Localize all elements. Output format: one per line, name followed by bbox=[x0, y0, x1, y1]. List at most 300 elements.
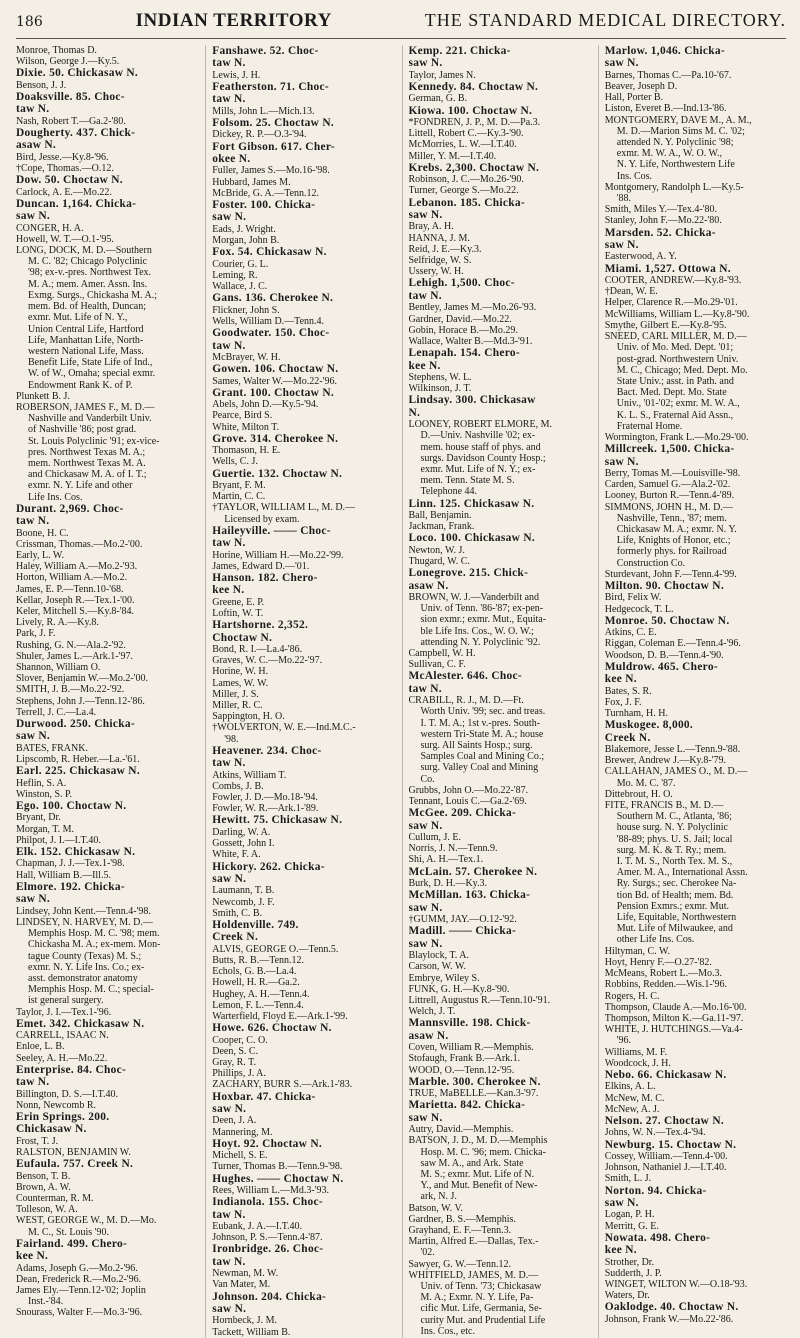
directory-entry-line: Strother, Dr. bbox=[604, 1256, 655, 1268]
directory-entry-line: Gossett, John I. bbox=[212, 838, 275, 850]
directory-entry-line: '88. bbox=[616, 193, 632, 205]
town-heading: Lindsay. 300. Chickasaw bbox=[408, 394, 536, 407]
directory-entry-line: tion Bd. of Health; mem. Bd. bbox=[616, 889, 734, 901]
directory-entry-line: M. D.—Marion Sims M. C. '02; bbox=[616, 125, 745, 137]
town-heading: taw N. bbox=[16, 103, 50, 116]
directory-entry-line: Lipscomb, R. Heber.—La.-'61. bbox=[16, 754, 140, 766]
directory-entry-line: Carden, Samuel G.—Ala.2-'02. bbox=[604, 479, 731, 491]
directory-entry-line: Telephone 44. bbox=[420, 486, 478, 498]
town-heading: Linn. 125. Chickasaw N. bbox=[408, 497, 535, 510]
directory-entry-line: Nashville, Tenn., '87; mem. bbox=[616, 512, 727, 524]
directory-entry-line: Bates, S. R. bbox=[604, 685, 652, 697]
town-heading: taw N. bbox=[212, 537, 246, 550]
directory-entry-line: Gardner, B. S.—Memphis. bbox=[408, 1213, 516, 1225]
town-heading: Dow. 50. Choctaw N. bbox=[16, 174, 123, 187]
directory-entry-line: Burk, D. H.—Ky.3. bbox=[408, 878, 488, 890]
town-heading: asaw N. bbox=[408, 579, 449, 592]
town-heading: Dixie. 50. Chickasaw N. bbox=[16, 67, 139, 80]
directory-entry-line: Morgan, T. M. bbox=[16, 823, 75, 835]
directory-entry-line: Rushing, G. N.—Ala.2-'92. bbox=[16, 639, 126, 651]
directory-entry-line: mem. Tenn. State M. S. bbox=[420, 475, 515, 487]
directory-entry-line: Construction Co. bbox=[616, 557, 686, 569]
town-heading: Erin Springs. 200. bbox=[16, 1110, 110, 1123]
directory-entry-line: post-grad. Northwestern Univ. bbox=[616, 353, 739, 365]
directory-entry-line: Robinson, J. C.—Mo.26-'90. bbox=[408, 174, 524, 186]
town-heading: Guertie. 132. Choctaw N. bbox=[212, 467, 343, 480]
directory-entry-line: Horine, William H.—Mo.22-'99. bbox=[212, 549, 344, 561]
town-heading: Lonegrove. 215. Chick- bbox=[408, 567, 529, 580]
directory-entry-line: Selfridge, W. S. bbox=[408, 255, 472, 267]
town-heading: saw N. bbox=[212, 1303, 247, 1316]
town-heading: Emet. 342. Chickasaw N. bbox=[16, 1017, 145, 1030]
directory-entry-line: Wells, William D.—Tenn.4. bbox=[212, 315, 325, 327]
directory-entry-line: SIMMONS, JOHN H., M. D.— bbox=[604, 501, 733, 513]
section-title: INDIAN TERRITORY bbox=[135, 10, 332, 31]
directory-entry-line: McNew, A. J. bbox=[604, 1103, 660, 1115]
directory-entry-line: ROBERSON, JAMES F., M. D.— bbox=[16, 401, 155, 413]
directory-entry-line: Newcomb, J. F. bbox=[212, 896, 275, 908]
directory-entry-line: formerly phys. for Railroad bbox=[616, 546, 727, 558]
directory-entry-line: State Univ.; asst. in Path. and bbox=[616, 375, 734, 387]
directory-entry-line: McMorries, L. W.—I.T.40. bbox=[408, 139, 517, 151]
directory-entry-line: SNEED, CARL MILLER, M. D.— bbox=[604, 331, 747, 343]
directory-entry-line: Wells, C. J. bbox=[212, 456, 258, 468]
town-heading: Choctaw N. bbox=[212, 631, 273, 644]
directory-entry-line: Lewis, J. H. bbox=[212, 69, 261, 81]
directory-entry-line: Winston, S. P. bbox=[16, 788, 73, 800]
town-heading: saw N. bbox=[408, 1111, 443, 1124]
town-heading: Hughes. —— Choctaw N. bbox=[212, 1172, 344, 1185]
directory-entry-line: Turner, George S.—Mo.22. bbox=[408, 185, 519, 197]
town-heading: saw N. bbox=[16, 210, 51, 223]
directory-entry-line: Exmg. Surgs., Chickasha M. A.; bbox=[28, 289, 157, 301]
directory-entry-line: McBrayer, W. H. bbox=[212, 351, 281, 363]
town-heading: taw N. bbox=[212, 57, 246, 70]
town-heading: Lebanon. 185. Chicka- bbox=[408, 196, 525, 209]
directory-entry-line: Sames, Walter W.—Mo.22-'96. bbox=[212, 375, 337, 387]
directory-entry-line: LOONEY, ROBERT ELMORE, M. bbox=[408, 419, 552, 431]
directory-entry-line: Van Mater, M. bbox=[212, 1279, 271, 1291]
directory-entry-line: Life, Equitable, Northwestern bbox=[616, 912, 737, 924]
town-heading: Monroe. 50. Choctaw N. bbox=[604, 614, 730, 627]
directory-entry-line: *FONDREN, J. P., M. D.—Pa.3. bbox=[408, 117, 541, 129]
directory-entry-line: Taylor, J. I.—Tex.1-'96. bbox=[16, 1006, 112, 1018]
town-heading: saw N. bbox=[408, 209, 443, 222]
town-heading: taw N. bbox=[16, 1076, 50, 1089]
directory-entry-line: Bond, R. I.—La.4-'86. bbox=[212, 644, 303, 656]
directory-entry-line: M. A.; mem. Amer. Assn. Ins. bbox=[28, 278, 148, 290]
directory-entry-line: Lames, W. W. bbox=[212, 677, 269, 689]
directory-entry-line: Carson, W. W. bbox=[408, 961, 467, 973]
directory-entry-line: Horine, W. H. bbox=[212, 666, 269, 678]
directory-entry-line: Liston, Everet B.—Ind.13-'86. bbox=[604, 103, 727, 115]
directory-entry-line: '98; ex-v.-pres. Northwest Tex. bbox=[28, 267, 152, 279]
directory-entry-line: Thompson, Milton K.—Ga.11-'97. bbox=[604, 1012, 744, 1024]
town-heading: Creek N. bbox=[212, 931, 259, 944]
column-2 bbox=[205, 45, 393, 1338]
town-heading: Duncan. 1,164. Chicka- bbox=[16, 197, 137, 210]
directory-entry-line: WHITFIELD, JAMES, M. D.— bbox=[408, 1269, 539, 1281]
town-heading: kee N. bbox=[604, 673, 637, 686]
town-heading: McAlester. 646. Choc- bbox=[408, 670, 522, 683]
directory-entry-line: Stephens, John J.—Tenn.12-'86. bbox=[16, 695, 145, 707]
directory-entry-line: asst. demonstrator anatomy bbox=[28, 972, 138, 984]
directory-entry-line: Johnson, Frank W.—Mo.22-'86. bbox=[604, 1313, 734, 1325]
directory-entry-line: McNew, M. C. bbox=[604, 1092, 665, 1104]
directory-entry-line: Grubbs, John O.—Mo.22-'87. bbox=[408, 784, 529, 796]
town-heading: Marble. 300. Cherokee N. bbox=[408, 1075, 541, 1088]
directory-entry-line: Jackman, Frank. bbox=[408, 521, 475, 533]
town-heading: Nowata. 498. Chero- bbox=[604, 1231, 711, 1244]
directory-entry-line: Campbell, W. H. bbox=[408, 648, 476, 660]
directory-entry-line: Brown, A. W. bbox=[16, 1181, 71, 1193]
directory-entry-line: LONG, DOCK, M. D.—Southern bbox=[16, 245, 152, 257]
directory-entry-line: Hughey, A. H.—Tenn.4. bbox=[212, 988, 310, 1000]
column-3 bbox=[402, 45, 590, 1338]
directory-entry-line: Hornbeck, J. M. bbox=[212, 1315, 277, 1327]
directory-entry-line: Blakemore, Jesse L.—Tenn.9-'88. bbox=[604, 744, 741, 756]
directory-entry-line: Abels, John D.—Ky.5-'94. bbox=[212, 399, 319, 411]
directory-entry-line: tague County (Texas) M. S.; bbox=[28, 950, 142, 962]
directory-entry-line: Stephens, W. L. bbox=[408, 371, 472, 383]
directory-entry-line: exmr. Mut. Life of N. Y.; ex- bbox=[420, 463, 536, 475]
directory-entry-line: Lively, R. A.—Ky.8. bbox=[16, 617, 99, 629]
directory-entry-line: Greene, E. P. bbox=[212, 596, 265, 608]
directory-entry-line: St. Louis Polyclinic '91; ex-vice- bbox=[28, 435, 160, 447]
directory-entry-line: Boone, H. C. bbox=[16, 527, 69, 539]
town-heading: Creek N. bbox=[604, 731, 651, 744]
town-heading: taw N. bbox=[408, 289, 442, 302]
directory-entry-line: Shuler, James L.—Ark.1-'97. bbox=[16, 650, 133, 662]
directory-entry-line: Howell, H. R.—Ga.2. bbox=[212, 977, 300, 989]
town-heading: Earl. 225. Chickasaw N. bbox=[16, 765, 140, 778]
directory-entry-line: CRABILL, R. J., M. D.—Ft. bbox=[408, 695, 524, 707]
directory-entry-line: Smith, Miles Y.—Tex.4-'80. bbox=[604, 204, 717, 216]
directory-entry-line: Hoyt, Henry F.—O.27-'82. bbox=[604, 956, 712, 968]
directory-entry-line: exmr. N. Y. Life Ins. Co.; ex- bbox=[28, 961, 145, 973]
town-heading: Ironbridge. 26. Choc- bbox=[212, 1243, 324, 1256]
town-heading: Millcreek. 1,500. Chicka- bbox=[604, 443, 735, 456]
directory-entry-line: N. Y. Life, Northwestern Life bbox=[616, 159, 735, 171]
directory-entry-line: Fowler, W. R.—Ark.1-'89. bbox=[212, 803, 319, 815]
town-heading: Eufaula. 757. Creek N. bbox=[16, 1158, 134, 1171]
directory-entry-line: Tackett, William B. bbox=[212, 1326, 291, 1338]
town-heading: saw N. bbox=[16, 893, 51, 906]
town-heading: Fairland. 499. Chero- bbox=[16, 1237, 128, 1250]
directory-entry-line: Bentley, James M.—Mo.26-'93. bbox=[408, 302, 537, 314]
directory-entry-line: Ins. Cos. bbox=[616, 170, 653, 182]
directory-entry-line: Morgan, John B. bbox=[212, 235, 280, 247]
directory-entry-line: Logan, P. H. bbox=[604, 1209, 655, 1221]
town-heading: N. bbox=[408, 406, 421, 419]
directory-entry-line: Waters, Dr. bbox=[604, 1290, 650, 1302]
directory-entry-line: surg. All Saints Hosp.; surg. bbox=[420, 740, 533, 752]
directory-entry-line: D.—Univ. Nashville '02; ex- bbox=[420, 430, 536, 442]
directory-entry-line: Sappington, H. O. bbox=[212, 711, 285, 723]
directory-entry-line: M. C., St. Louis '90. bbox=[28, 1226, 109, 1238]
town-heading: Chickasaw N. bbox=[16, 1123, 87, 1136]
town-heading: McLain. 57. Cherokee N. bbox=[408, 865, 538, 878]
town-heading: saw N. bbox=[604, 239, 639, 252]
directory-entry-line: Fowler, J. D.—Mo.18-'94. bbox=[212, 792, 318, 804]
town-heading: Fox. 54. Chickasaw N. bbox=[212, 246, 327, 259]
directory-entry-line: Martin, Alfred E.—Dallas, Tex.- bbox=[408, 1236, 539, 1248]
directory-entry-line: Warterfield, Floyd E.—Ark.1-'99. bbox=[212, 1010, 348, 1022]
directory-entry-line: cific Mut. Life, Germania, Se- bbox=[420, 1303, 542, 1315]
town-heading: Fort Gibson. 617. Cher- bbox=[212, 140, 335, 153]
town-heading: Folsom. 25. Choctaw N. bbox=[212, 117, 335, 130]
directory-entry-line: Hedgecock, T. L. bbox=[604, 603, 674, 615]
directory-entry-line: Pension Exmrs.; exmr. Mut. bbox=[616, 900, 729, 912]
directory-entry-line: †TAYLOR, WILLIAM L., M. D.— bbox=[212, 502, 356, 514]
directory-entry-line: Berry, Tomas M.—Louisville-'98. bbox=[604, 467, 741, 479]
town-heading: saw N. bbox=[408, 57, 443, 70]
directory-entry-line: White, Milton T. bbox=[212, 421, 280, 433]
directory-entry-line: M. C. '82; Chicago Polyclinic bbox=[28, 256, 148, 268]
directory-entry-line: Cooper, C. O. bbox=[212, 1034, 268, 1046]
directory-entry-line: exmr. Mut. Life of N. Y., bbox=[28, 312, 128, 324]
directory-entry-line: Blaylock, T. A. bbox=[408, 950, 469, 962]
town-heading: Nelson. 27. Choctaw N. bbox=[604, 1114, 724, 1127]
directory-entry-line: Thompson, Claude A.—Mo.16-'00. bbox=[604, 1001, 747, 1013]
town-heading: Miami. 1,527. Ottowa N. bbox=[604, 262, 731, 275]
directory-entry-line: Stofaugh, Frank B.—Ark.1. bbox=[408, 1053, 521, 1065]
directory-entry-line: Wallace, J. C. bbox=[212, 281, 268, 293]
directory-entry-line: Seeley, A. H.—Mo.22. bbox=[16, 1052, 108, 1064]
directory-entry-line: Life, Manhattan Life, North- bbox=[28, 334, 144, 346]
town-heading: asaw N. bbox=[16, 139, 57, 152]
town-heading: Hoxbar. 47. Chicka- bbox=[212, 1090, 316, 1103]
page-number: 186 bbox=[16, 14, 43, 30]
directory-entry-line: Life, Knights of Honor, etc.; bbox=[616, 535, 731, 547]
directory-entry-line: attending N. Y. Polyclinic '92. bbox=[420, 636, 541, 648]
directory-entry-line: M. C., Chicago; Med. Dept. Mo. bbox=[616, 364, 748, 376]
town-heading: Durant. 2,969. Choc- bbox=[16, 502, 124, 515]
directory-entry-line: Echols, G. B.—La.4. bbox=[212, 966, 297, 978]
town-heading: Marietta. 842. Chicka- bbox=[408, 1099, 526, 1112]
directory-entry-line: M. S.; exmr. Mut. Life of N. bbox=[420, 1169, 535, 1180]
town-heading: Gowen. 106. Choctaw N. bbox=[212, 363, 339, 376]
directory-entry-line: Atkins, C. E. bbox=[604, 627, 657, 639]
directory-entry-line: Bray, A. H. bbox=[408, 221, 454, 233]
town-heading: saw N. bbox=[212, 872, 247, 885]
town-heading: Kennedy. 84. Choctaw N. bbox=[408, 81, 539, 94]
directory-entry-line: Ry. Surgs.; sec. Cherokee Na- bbox=[616, 878, 737, 890]
directory-entry-line: Endowment Rank K. of P. bbox=[28, 379, 133, 391]
directory-entry-line: Flickner, John S. bbox=[212, 304, 280, 316]
directory-entry-line: mem. Bd. of Health, Duncan; bbox=[28, 301, 147, 313]
directory-entry-line: Y., and Mut. Benefit of New- bbox=[420, 1180, 538, 1192]
directory-entry-line: Grayhand, E. F.—Tenn.3. bbox=[408, 1225, 512, 1237]
directory-entry-line: Thugard, W. C. bbox=[408, 555, 470, 567]
town-heading: saw N. bbox=[604, 455, 639, 468]
directory-entry-line: Ussery, W. H. bbox=[408, 266, 464, 278]
directory-entry-line: Smythe, Gilbert E.—Ky.8-'95. bbox=[604, 319, 727, 331]
town-heading: Featherston. 71. Choc- bbox=[212, 81, 329, 94]
directory-entry-line: †GUMM, JAY.—O.12-'92. bbox=[408, 914, 517, 926]
directory-entry-line: RALSTON, BENJAMIN W. bbox=[16, 1146, 131, 1158]
directory-entry-line: '96. bbox=[616, 1035, 632, 1047]
directory-entry-line: western Tri-State M. A.; house bbox=[420, 728, 544, 740]
directory-entry-line: Crissman, Thomas.—Mo.2-'00. bbox=[16, 538, 143, 550]
directory-entry-line: Woodcock, J. H. bbox=[604, 1057, 671, 1069]
directory-entry-line: Miller, R. C. bbox=[212, 700, 263, 712]
directory-entry-line: '98. bbox=[224, 733, 239, 745]
town-heading: Loco. 100. Chickasaw N. bbox=[408, 532, 536, 545]
directory-entry-line: Dickey, R. P.—O.3-'94. bbox=[212, 129, 307, 141]
directory-entry-line: TRUE, MaBELLE.—Kan.3-'97. bbox=[408, 1088, 539, 1100]
directory-entry-line: Plunkett B. J. bbox=[16, 390, 70, 402]
directory-entry-line: Ball, Benjamin. bbox=[408, 509, 472, 521]
directory-entry-line: Gobin, Horace B.—Mo.29. bbox=[408, 324, 518, 336]
directory-entry-line: Eads, J. Wright. bbox=[212, 223, 276, 235]
directory-entry-line: Bird, Jesse.—Ky.8-'96. bbox=[16, 151, 109, 163]
town-heading: Newburg. 15. Choctaw N. bbox=[604, 1138, 737, 1151]
town-heading: Hanson. 182. Chero- bbox=[212, 572, 318, 584]
directory-entry-line: Michell, S. E. bbox=[212, 1150, 268, 1162]
directory-entry-line: Combs, J. B. bbox=[212, 780, 264, 792]
directory-entry-line: †Dean, W. E. bbox=[604, 286, 658, 298]
town-heading: kee N. bbox=[16, 1250, 49, 1263]
directory-entry-line: Univ. of Tenn. '73; Chickasaw bbox=[420, 1281, 542, 1293]
directory-entry-line: CONGER, H. A. bbox=[16, 222, 84, 234]
directory-entry-line: Univ. of Tenn. '86-'87; ex-pen- bbox=[420, 603, 544, 615]
directory-entry-line: Smith, L. J. bbox=[604, 1173, 652, 1185]
directory-entry-line: Tennant, Louis C.—Ga.2-'69. bbox=[408, 796, 527, 808]
town-heading: Hickory. 262. Chicka- bbox=[212, 860, 325, 873]
directory-entry-line: Taylor, James N. bbox=[408, 69, 476, 81]
directory-entry-line: WHITE, J. HUTCHINGS.—Va.4- bbox=[604, 1024, 743, 1036]
directory-entry-line: Wormington, Frank L.—Mo.29-'00. bbox=[604, 431, 749, 443]
directory-entry-line: CARRELL, ISAAC N. bbox=[16, 1030, 109, 1042]
town-heading: saw N. bbox=[604, 1196, 639, 1209]
directory-entry-line: McBride, G. A.—Tenn.12. bbox=[212, 187, 320, 199]
directory-entry-line: saw M. A., and Ark. State bbox=[420, 1157, 524, 1169]
directory-entry-line: Ins. Cos., etc. bbox=[420, 1325, 475, 1337]
directory-entry-line: Helper, Clarence R.—Mo.29-'01. bbox=[604, 297, 738, 309]
directory-entry-line: Dean, Frederick R.—Mo.2-'96. bbox=[16, 1273, 142, 1285]
directory-entry-line: attended N. Y. Polyclinic '98; bbox=[616, 137, 734, 149]
directory-entry-line: Loftin, W. T. bbox=[212, 608, 264, 620]
town-heading: saw N. bbox=[604, 57, 639, 70]
directory-entry-line: McMeans, Robert L.—Mo.3. bbox=[604, 968, 722, 980]
town-heading: saw N. bbox=[16, 730, 51, 743]
directory-entry-line: western National Life, Mass. bbox=[28, 345, 144, 357]
directory-entry-line: Bird, Felix W. bbox=[604, 592, 662, 604]
directory-entry-line: Frost, T. J. bbox=[16, 1135, 59, 1147]
directory-entry-line: ZACHARY, BURR S.—Ark.1-'83. bbox=[212, 1079, 353, 1091]
directory-entry-line: SMITH, J. B.—Mo.22-'92. bbox=[16, 684, 125, 696]
directory-entry-line: White, F. A. bbox=[212, 849, 261, 861]
directory-entry-line: James, Edward D.—'01. bbox=[212, 560, 310, 572]
directory-entry-line: Williams, M. F. bbox=[604, 1046, 668, 1058]
directory-entry-line: surgs. Davidson County Hosp.; bbox=[420, 452, 546, 464]
directory-entry-line: I. T. M. A.; 1st v.-pres. South- bbox=[420, 717, 541, 729]
directory-entry-line: ble Life Ins. Cos., W. O. W.; bbox=[420, 625, 534, 637]
directory-entry-line: Chickasaw M. A.; exmr. N. Y. bbox=[616, 523, 737, 535]
town-heading: taw N. bbox=[212, 93, 246, 106]
directory-entry-line: Smith, C. B. bbox=[212, 907, 262, 919]
directory-entry-line: Fuller, James S.—Mo.16-'98. bbox=[212, 165, 330, 177]
directory-entry-line: Lindsey, John Kent.—Tenn.4-'98. bbox=[16, 905, 151, 917]
directory-entry-line: Miller, Y. M.—I.T.40. bbox=[408, 150, 497, 162]
directory-entry-line: James Ely.—Tenn.12-'02; Joplin bbox=[16, 1285, 146, 1297]
town-heading: Johnson. 204. Chicka- bbox=[212, 1290, 327, 1303]
directory-entry-line: Barnes, Thomas C.—Pa.10-'67. bbox=[604, 69, 732, 81]
directory-entry-line: surg. Valley Coal and Mining bbox=[420, 762, 539, 774]
directory-entry-line: Benefit Life, State Life of Ind., bbox=[28, 357, 153, 369]
town-heading: Hewitt. 75. Chickasaw N. bbox=[212, 814, 343, 827]
directory-entry-line: Thomason, H. E. bbox=[212, 445, 281, 457]
directory-entry-line: WOOD, O.—Tenn.12-'95. bbox=[408, 1064, 515, 1076]
town-heading: Nebo. 66. Chickasaw N. bbox=[604, 1068, 727, 1081]
directory-entry-line: Tolleson, W. A. bbox=[16, 1204, 78, 1216]
town-heading: Heavener. 234. Choc- bbox=[212, 744, 322, 757]
directory-entry-line: Looney, Burton R.—Tenn.4-'89. bbox=[604, 490, 735, 502]
directory-entry-line: Haley, William A.—Mo.2-'93. bbox=[16, 561, 138, 573]
directory-entry-line: Bact. Med. Dept. Mo. State bbox=[616, 387, 727, 399]
directory-entry-line: †Cope, Thomas.—O.12. bbox=[16, 163, 114, 175]
town-heading: saw N. bbox=[212, 1102, 247, 1115]
town-heading: McGee. 209. Chicka- bbox=[408, 807, 517, 820]
directory-entry-line: Nashville and Vanderbilt Univ. bbox=[28, 413, 152, 425]
directory-entry-line: I. T. M. S., North Tex. M. S., bbox=[616, 856, 733, 868]
town-heading: Mannsville. 198. Chick- bbox=[408, 1017, 531, 1030]
directory-entry-line: W. of W., Omaha; special exmr. bbox=[28, 368, 156, 380]
town-heading: Elk. 152. Chickasaw N. bbox=[16, 846, 136, 859]
directory-entry-line: Woodson, D. B.—Tenn.4-'90. bbox=[604, 649, 724, 661]
town-heading: Milton. 90. Choctaw N. bbox=[604, 579, 724, 592]
directory-entry-line: Robbins, Redden.—Wis.1-'96. bbox=[604, 979, 727, 991]
directory-entry-line: Union Central Life, Hartford bbox=[28, 323, 144, 335]
directory-entry-line: exmr. N. Y. Life and other bbox=[28, 480, 133, 492]
directory-entry-line: FUNK, G. H.—Ky.8-'90. bbox=[408, 983, 510, 995]
directory-entry-line: Courier, G. L. bbox=[212, 258, 269, 270]
directory-entry-line: surg. M. K. & T. Ry.; mem. bbox=[616, 844, 727, 856]
directory-entry-line: WINGET, WILTON W.—O.18-'93. bbox=[604, 1279, 748, 1290]
column-4 bbox=[598, 45, 786, 1338]
directory-entry-line: Leming, R. bbox=[212, 269, 258, 281]
directory-entry-line: Dittebrout, H. O. bbox=[604, 788, 673, 800]
directory-entry-line: Shi, A. H.—Tex.1. bbox=[408, 854, 484, 866]
directory-entry-line: LINDSEY, N. HARVEY, M. D.— bbox=[16, 916, 153, 928]
town-heading: Holdenville. 749. bbox=[212, 918, 299, 931]
town-heading: Durwood. 250. Chicka- bbox=[16, 718, 135, 731]
directory-entry-line: Atkins, William T. bbox=[212, 769, 287, 781]
directory-entry-line: James, E. P.—Tenn.10-'68. bbox=[16, 583, 124, 595]
directory-entry-line: Embrye, Wiley S. bbox=[408, 972, 480, 984]
directory-entry-line: Univ. of Mo. Med. Dept. '01; bbox=[616, 342, 734, 354]
publication-title: THE STANDARD MEDICAL DIRECTORY. bbox=[424, 10, 786, 30]
directory-entry-line: Gardner, David.—Mo.22. bbox=[408, 313, 512, 325]
directory-entry-line: BATSON, J. D., M. D.—Memphis bbox=[408, 1135, 548, 1147]
directory-entry-line: Johns, W. N.—Tex.4-'94. bbox=[604, 1127, 706, 1139]
directory-entry-line: Kellar, Joseph R.—Tex.1-'00. bbox=[16, 594, 135, 606]
directory-entry-line: Coven, William R.—Memphis. bbox=[408, 1042, 534, 1054]
directory-entry-line: Cullum, J. E. bbox=[408, 832, 462, 844]
directory-entry-line: pres. Northwest Texas M. A.; bbox=[28, 446, 146, 458]
directory-entry-line: Hall, William B.—Ill.5. bbox=[16, 869, 111, 881]
directory-entry-line: Co. bbox=[420, 773, 435, 785]
directory-entry-line: Worth Univ. '99; sec. and treas. bbox=[420, 706, 546, 718]
directory-entry-line: Heflin, S. A. bbox=[16, 777, 67, 789]
town-heading: taw N. bbox=[212, 339, 246, 352]
directory-entry-line: Butts, R. B.—Tenn.12. bbox=[212, 954, 305, 966]
town-heading: kee N. bbox=[408, 359, 441, 372]
directory-entry-line: house surg. N. Y. Polyclinic bbox=[616, 822, 728, 834]
town-heading: Elmore. 192. Chicka- bbox=[16, 880, 125, 893]
directory-entry-line: Eubank, J. A.—I.T.40. bbox=[212, 1221, 303, 1233]
